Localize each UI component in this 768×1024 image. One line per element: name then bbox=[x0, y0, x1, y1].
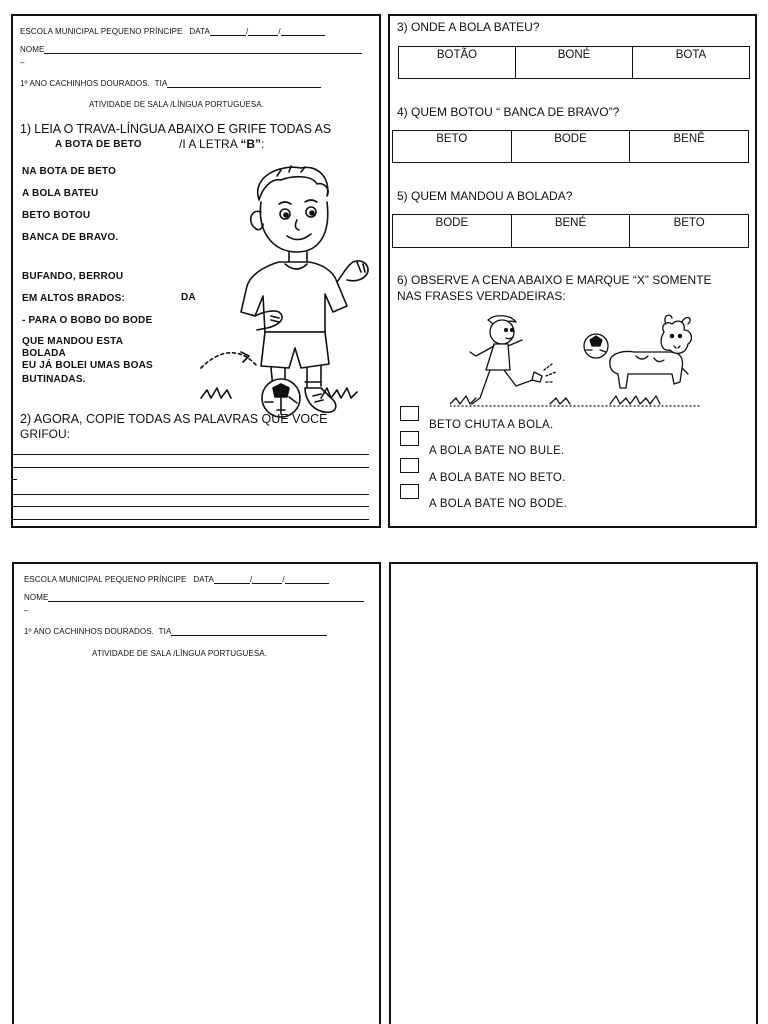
twister-line: QUE MANDOU ESTA bbox=[22, 336, 124, 347]
q4-option[interactable]: BODE bbox=[511, 131, 630, 163]
q1-tail-text: /I A LETRA bbox=[179, 137, 241, 151]
answer-line[interactable] bbox=[13, 467, 369, 468]
q4-title: 4) QUEM BOTOU “ BANCA DE BRAVO”? bbox=[397, 105, 620, 119]
answer-line[interactable] bbox=[13, 506, 369, 507]
twister-line: BETO BOTOU bbox=[22, 210, 91, 221]
answer-line[interactable] bbox=[13, 494, 369, 495]
activity-title: ATIVIDADE DE SALA /LÍNGUA PORTUGUESA. bbox=[92, 649, 268, 658]
twister-line: BOLADA bbox=[22, 348, 66, 359]
q6-sentence: A BOLA BATE NO BULE. bbox=[429, 445, 565, 457]
name-blank[interactable] bbox=[48, 593, 364, 602]
header-school-line bbox=[24, 575, 329, 584]
header-class-line bbox=[24, 627, 327, 636]
worksheet-panel-back-left bbox=[12, 562, 381, 1024]
q3-option[interactable]: BOTA bbox=[633, 47, 750, 79]
q4-options-table bbox=[392, 130, 749, 163]
tia-label: TIA bbox=[158, 627, 172, 636]
twister-fragment: DA bbox=[181, 292, 196, 303]
header-school-line bbox=[20, 27, 325, 36]
answer-line[interactable] bbox=[13, 519, 369, 520]
date-separator: / bbox=[278, 27, 281, 36]
date-separator: / bbox=[245, 27, 249, 36]
twister-line: BANCA DE BRAVO. bbox=[22, 232, 119, 243]
tia-blank[interactable] bbox=[167, 79, 321, 88]
q2-instruction: 2) AGORA, COPIE TODAS AS PALAVRAS QUE VOCÊ bbox=[20, 412, 328, 426]
q6-sentence: A BOLA BATE NO BODE. bbox=[429, 498, 568, 510]
class-label: 1º ANO CACHINHOS DOURADOS. bbox=[24, 627, 154, 636]
name-blank[interactable] bbox=[44, 45, 362, 54]
q6-instruction: 6) OBSERVE A CENA ABAIXO E MARQUE “X” SOMENTE bbox=[397, 273, 712, 287]
boy-kicking-ball-cow-illustration bbox=[450, 312, 700, 410]
worksheet-panel-front-left bbox=[11, 14, 381, 528]
date-separator: / bbox=[249, 575, 253, 584]
q6-instruction-cont: NAS FRASES VERDADEIRAS: bbox=[397, 289, 566, 303]
tia-blank[interactable] bbox=[171, 627, 327, 636]
date-label: DATA bbox=[193, 575, 214, 584]
q6-checkbox[interactable] bbox=[400, 484, 419, 499]
q5-option[interactable]: BETO bbox=[630, 215, 749, 248]
school-name: ESCOLA MUNICIPAL PEQUENO PRÍNCIPE bbox=[20, 27, 183, 36]
date-day-blank[interactable] bbox=[210, 27, 249, 36]
answer-line[interactable] bbox=[13, 454, 369, 455]
twister-line: - PARA O BOBO DO BODE bbox=[22, 315, 153, 326]
tia-label: TIA bbox=[154, 79, 168, 88]
date-day-blank[interactable] bbox=[214, 575, 253, 584]
answer-line-stub bbox=[13, 479, 17, 480]
q1-colon: : bbox=[261, 137, 265, 151]
q6-checkbox[interactable] bbox=[400, 406, 419, 421]
q3-option[interactable]: BOTÃO bbox=[399, 47, 516, 79]
activity-title: ATIVIDADE DE SALA /LÍNGUA PORTUGUESA. bbox=[89, 100, 265, 109]
date-month-blank[interactable] bbox=[245, 27, 281, 36]
header-name-line bbox=[20, 45, 362, 54]
twister-line: A BOLA BATEU bbox=[22, 188, 99, 199]
date-separator: / bbox=[282, 575, 285, 584]
q4-option[interactable]: BETO bbox=[393, 131, 512, 163]
q2-instruction-cont: GRIFOU: bbox=[20, 427, 70, 441]
date-year-blank[interactable] bbox=[285, 575, 329, 584]
q5-title: 5) QUEM MANDOU A BOLADA? bbox=[397, 189, 573, 203]
twister-line: EM ALTOS BRADOS: bbox=[22, 293, 126, 304]
q5-option[interactable]: BENÉ bbox=[511, 215, 630, 248]
q5-options-table bbox=[392, 214, 749, 248]
q3-options-table bbox=[398, 46, 750, 79]
twister-line: BUFANDO, BERROU bbox=[22, 271, 124, 282]
q6-checkbox[interactable] bbox=[400, 458, 419, 473]
boy-with-ball-illustration bbox=[181, 162, 377, 418]
q3-option[interactable]: BONÉ bbox=[516, 47, 633, 79]
worksheet-panel-front-right bbox=[388, 14, 757, 528]
q3-title: 3) ONDE A BOLA BATEU? bbox=[397, 20, 540, 34]
header-name-line bbox=[24, 593, 364, 602]
q6-sentence: A BOLA BATE NO BETO. bbox=[429, 472, 566, 484]
q6-sentence: BETO CHUTA A BOLA. bbox=[429, 419, 554, 431]
q1-instruction-tail bbox=[179, 137, 264, 151]
q6-checkbox[interactable] bbox=[400, 431, 419, 446]
class-label: 1º ANO CACHINHOS DOURADOS. bbox=[20, 79, 150, 88]
q4-option[interactable]: BENÊ bbox=[630, 131, 749, 163]
date-year-blank[interactable] bbox=[281, 27, 325, 36]
q1-letter-b: “B” bbox=[240, 137, 262, 151]
name-label: NOME bbox=[24, 593, 49, 602]
twister-line: NA BOTA DE BETO bbox=[22, 166, 117, 177]
twister-line: EU JÁ BOLEI UMAS BOAS bbox=[22, 360, 153, 371]
date-label: DATA bbox=[189, 27, 210, 36]
worksheet-panel-back-right-blank bbox=[389, 562, 758, 1024]
q1-instruction: 1) LEIA O TRAVA-LÍNGUA ABAIXO E GRIFE TODAS AS bbox=[20, 122, 332, 136]
school-name: ESCOLA MUNICIPAL PEQUENO PRÍNCIPE bbox=[24, 575, 187, 584]
twister-line: BUTINADAS. bbox=[22, 374, 86, 385]
date-month-blank[interactable] bbox=[249, 575, 285, 584]
header-class-line bbox=[20, 79, 321, 88]
header-dash: – bbox=[24, 606, 29, 615]
q1-overlap-text: A BOTA DE BETO bbox=[55, 139, 142, 150]
header-dash: – bbox=[20, 58, 25, 67]
name-label: NOME bbox=[20, 45, 45, 54]
q5-option[interactable]: BODE bbox=[393, 215, 512, 248]
